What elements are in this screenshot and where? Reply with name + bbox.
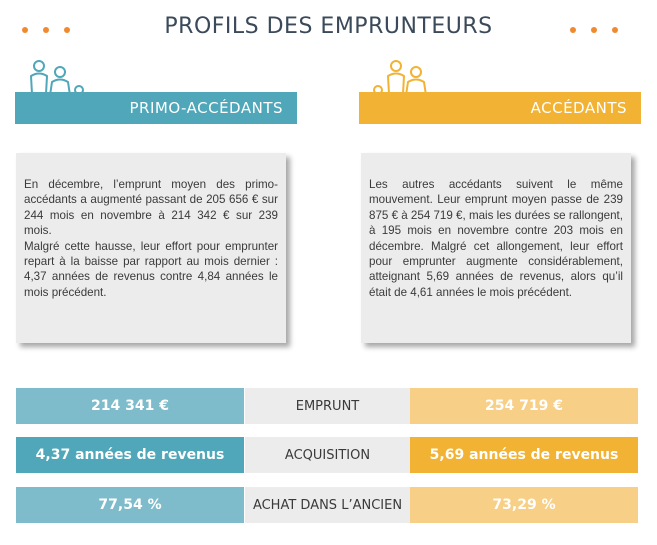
stat-row-emprunt — [0, 388, 657, 424]
banner-label: ACCÉDANTS — [530, 99, 627, 117]
page-title: PROFILS DES EMPRUNTEURS — [164, 14, 493, 39]
stat-right-value: 254 719 € — [410, 388, 638, 424]
accedants-text-card — [361, 153, 631, 343]
stat-label: EMPRUNT — [245, 388, 410, 424]
stat-label: ACQUISITION — [245, 437, 410, 473]
stat-label: ACHAT DANS L’ANCIEN — [245, 487, 410, 523]
primo-accedants-banner — [15, 92, 297, 124]
paragraph: Malgré cette hausse, leur effort pour emprunter repart à la baisse par rapport au mois dernier : 4,37 années de revenus contre 4,84 années le mois précédent. — [24, 239, 278, 299]
stat-left-value: 214 341 € — [16, 388, 244, 424]
accedants-banner — [359, 92, 641, 124]
dot — [612, 27, 618, 33]
stat-left-value: 77,54 % — [16, 487, 244, 523]
stat-right-value: 5,69 années de revenus — [410, 437, 638, 473]
banner-label: PRIMO-ACCÉDANTS — [129, 99, 283, 117]
stat-left-value: 4,37 années de revenus — [16, 437, 244, 473]
stat-right-value: 73,29 % — [410, 487, 638, 523]
paragraph: Les autres accédants suivent le même mouvement. Leur emprunt moyen passe de 239 875 € à 254 719 €, mais les durées se rallongent, à 195 mois en novembre contre 203 mois en décembre. Malgré cet allongement, leur effort pour emprunter augmente considérablement, atteignant 5,69 années de revenus, alors qu’il était de 4,61 années le mois précédent. — [369, 178, 623, 299]
stat-row-acquisition — [0, 437, 657, 473]
paragraph: En décembre, l’emprunt moyen des primo-accédants a augmenté passant de 205 656 € sur 244 mois en novembre à 214 342 € sur 239 mois. — [24, 178, 278, 238]
dot — [591, 27, 597, 33]
stat-row-achat-ancien — [0, 487, 657, 523]
dot — [570, 27, 576, 33]
decorative-dots-right — [570, 27, 618, 33]
primo-accedants-text-card — [16, 153, 286, 343]
